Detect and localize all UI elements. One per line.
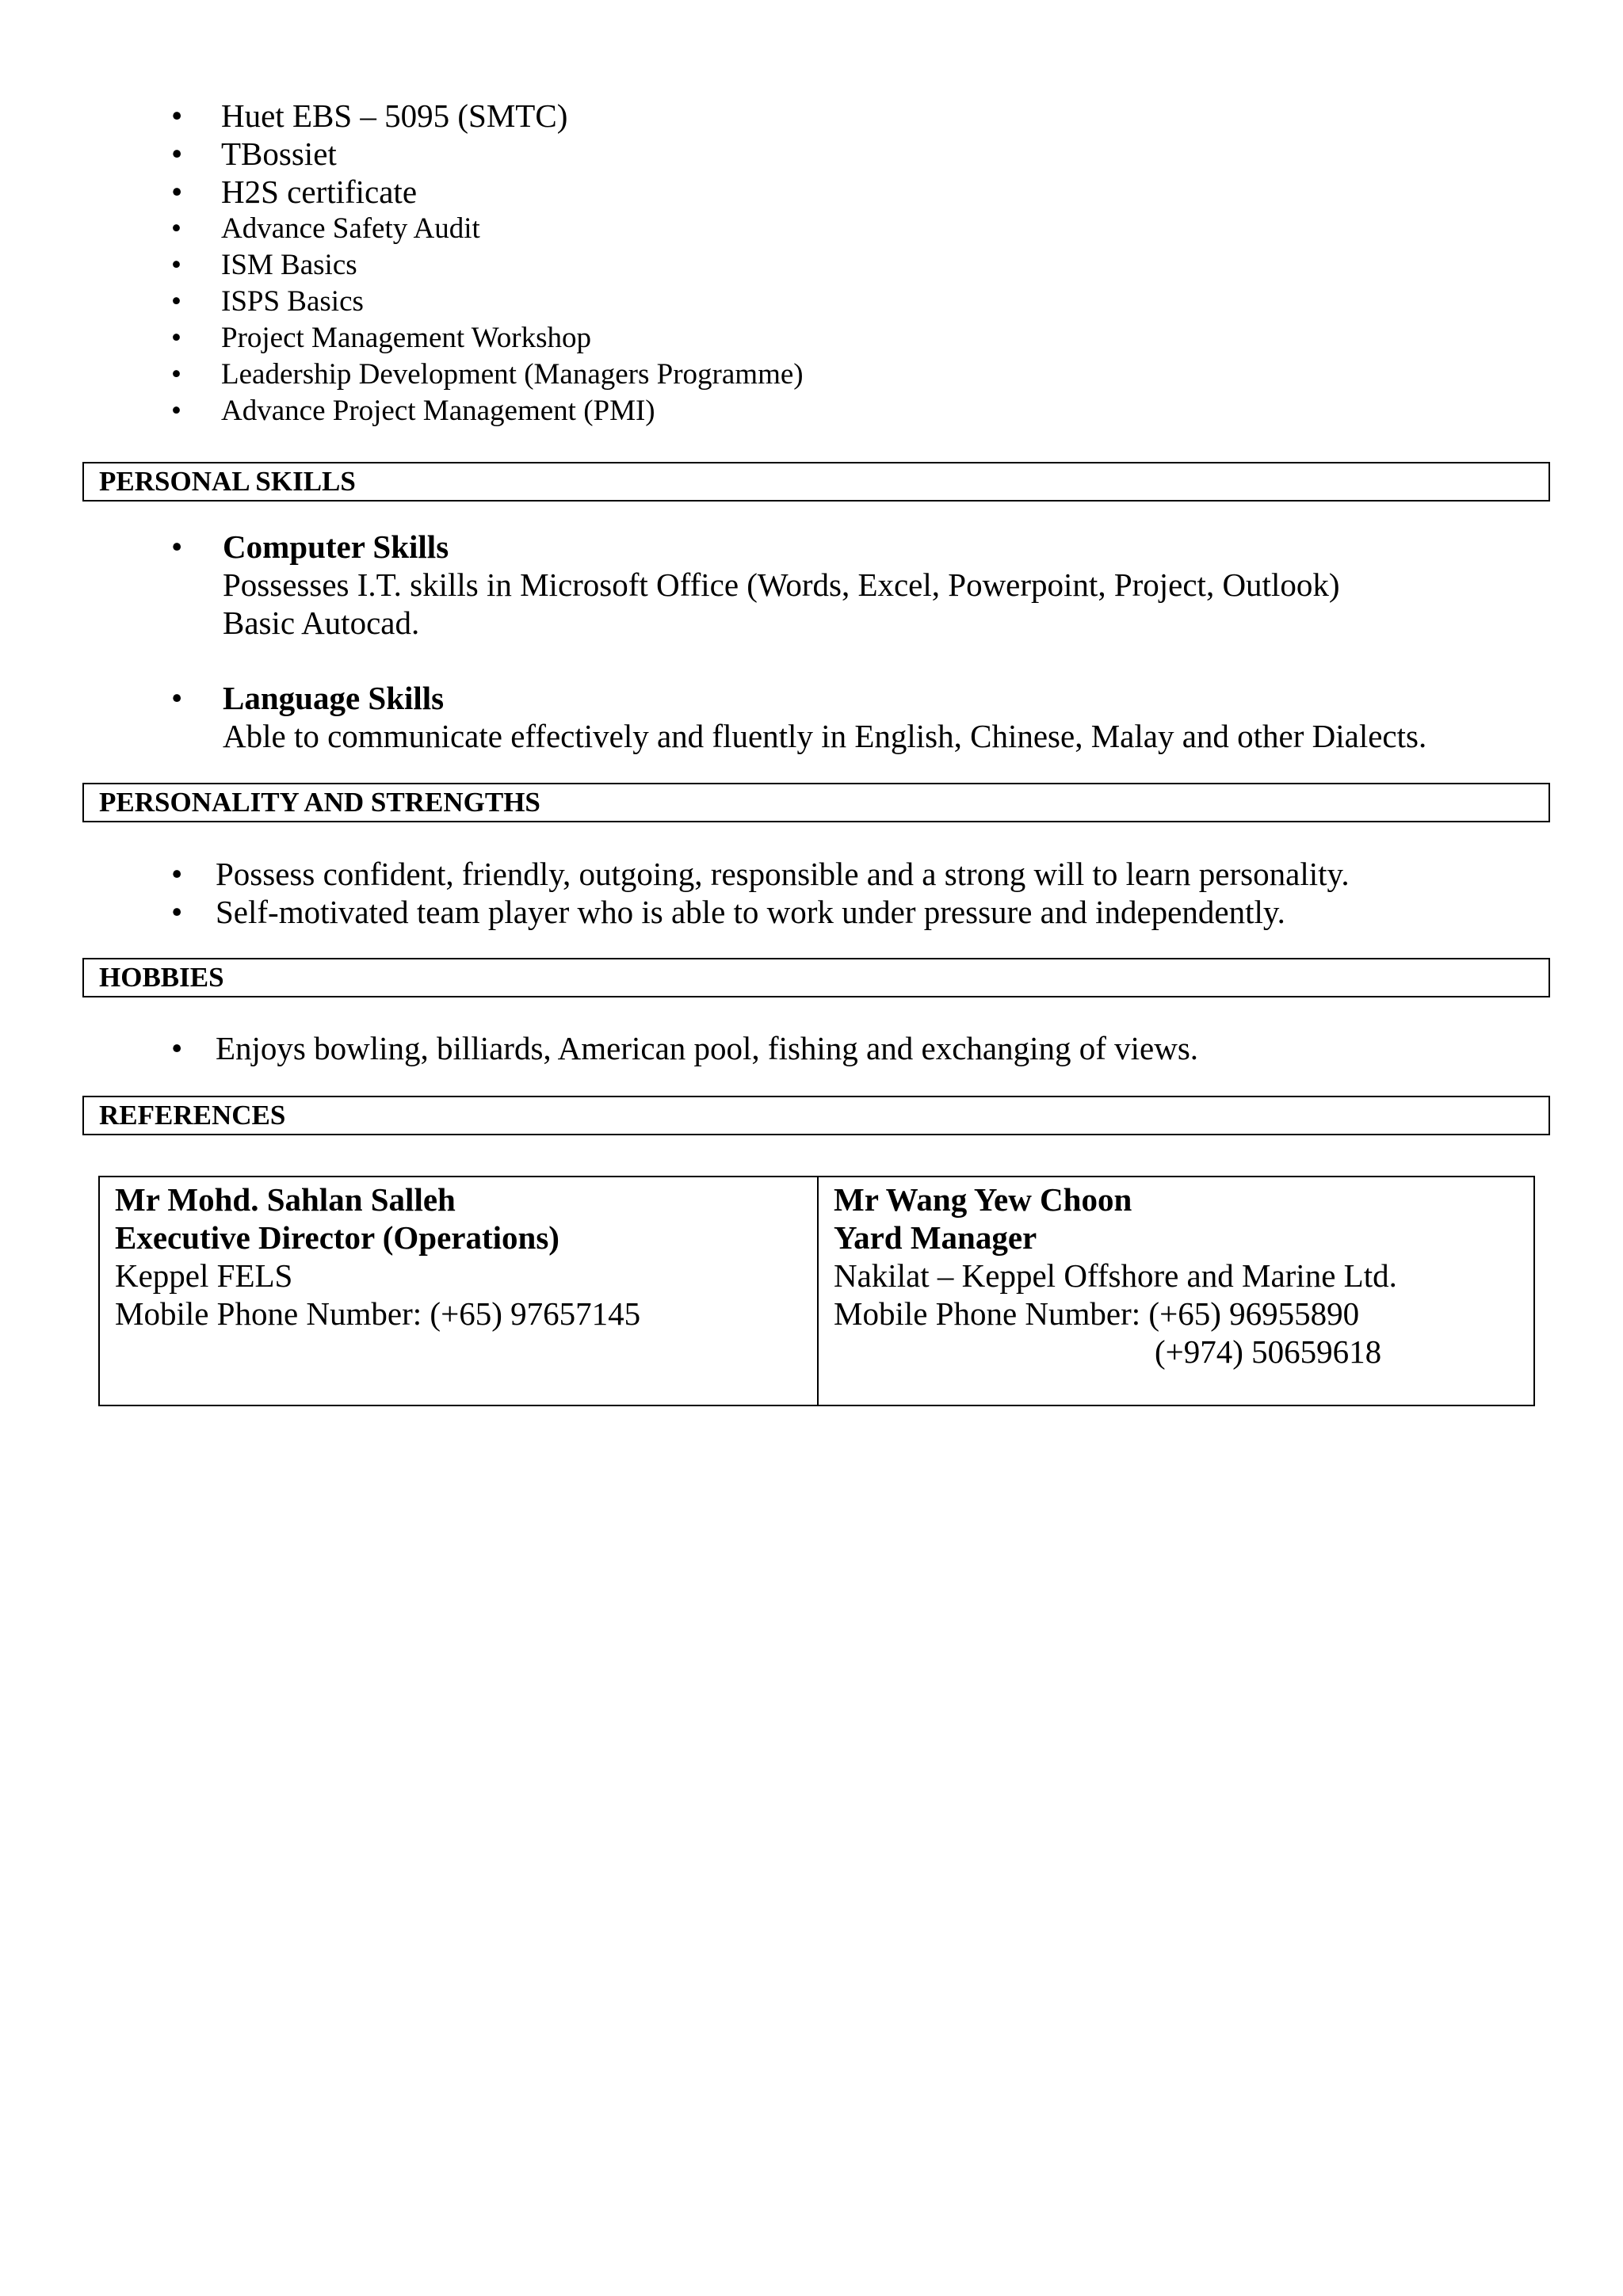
reference-company: Nakilat – Keppel Offshore and Marine Ltd. bbox=[834, 1257, 1397, 1294]
bullet-icon: • bbox=[171, 1030, 183, 1066]
reference-name: Mr Wang Yew Choon bbox=[834, 1181, 1132, 1218]
bullet-icon: • bbox=[171, 680, 183, 716]
computer-skills-title: Computer Skills bbox=[223, 528, 449, 565]
hobbies-list bbox=[171, 1029, 1198, 1067]
list-item: • Enjoys bowling, billiards, American pool, fishing and exchanging of views. bbox=[171, 1030, 1199, 1066]
bullet-icon: • bbox=[171, 135, 183, 172]
section-header-personality: PERSONALITY AND STRENGTHS bbox=[82, 783, 1550, 822]
reference-cell-left bbox=[100, 1177, 819, 1405]
bullet-icon: • bbox=[171, 856, 183, 892]
personality-list bbox=[171, 855, 1350, 931]
bullet-icon: • bbox=[171, 358, 181, 391]
list-item: • Huet EBS – 5095 (SMTC) bbox=[171, 97, 568, 134]
section-header-hobbies: HOBBIES bbox=[82, 958, 1550, 997]
reference-phone: Mobile Phone Number: (+65) 96955890 bbox=[834, 1295, 1360, 1332]
bullet-icon: • bbox=[171, 212, 181, 245]
language-skills-block bbox=[171, 679, 1426, 755]
reference-title: Yard Manager bbox=[834, 1219, 1037, 1256]
list-item: • TBossiet bbox=[171, 135, 337, 172]
bullet-icon: • bbox=[171, 285, 181, 318]
bullet-icon: • bbox=[171, 174, 183, 210]
references-table bbox=[98, 1176, 1535, 1406]
bullet-icon: • bbox=[171, 97, 183, 134]
list-item: • Project Management Workshop bbox=[171, 320, 804, 357]
list-item: • ISPS Basics bbox=[171, 284, 804, 320]
reference-phone-secondary: (+974) 50659618 bbox=[1155, 1333, 1382, 1370]
courses-list bbox=[171, 97, 804, 429]
bullet-icon: • bbox=[171, 322, 181, 354]
computer-skills-line: Possesses I.T. skills in Microsoft Office (Words, Excel, Powerpoint, Project, Outlook) bbox=[223, 566, 1340, 603]
list-item: • Possess confident, friendly, outgoing, responsible and a strong will to learn personality. bbox=[171, 856, 1350, 892]
reference-cell-right bbox=[819, 1177, 1533, 1405]
computer-skills-block bbox=[171, 528, 1340, 642]
list-item: • H2S certificate bbox=[171, 174, 418, 210]
bullet-icon: • bbox=[171, 528, 183, 565]
bullet-icon: • bbox=[171, 395, 181, 427]
bullet-icon: • bbox=[171, 894, 183, 930]
computer-skills-line: Basic Autocad. bbox=[223, 605, 420, 641]
section-header-references: REFERENCES bbox=[82, 1096, 1550, 1135]
language-skills-line: Able to communicate effectively and fluently in English, Chinese, Malay and other Dialects. bbox=[223, 718, 1427, 754]
bullet-icon: • bbox=[171, 249, 181, 281]
reference-title: Executive Director (Operations) bbox=[115, 1219, 559, 1256]
list-item: • ISM Basics bbox=[171, 247, 804, 284]
section-header-personal-skills: PERSONAL SKILLS bbox=[82, 462, 1550, 502]
list-item: • Advance Safety Audit bbox=[171, 211, 804, 247]
list-item: • Advance Project Management (PMI) bbox=[171, 393, 804, 429]
language-skills-title: Language Skills bbox=[223, 680, 445, 716]
list-item: • Self-motivated team player who is able to work under pressure and independently. bbox=[171, 894, 1285, 930]
reference-name: Mr Mohd. Sahlan Salleh bbox=[115, 1181, 456, 1218]
reference-company: Keppel FELS bbox=[115, 1257, 293, 1294]
reference-phone: Mobile Phone Number: (+65) 97657145 bbox=[115, 1295, 641, 1332]
list-item: • Leadership Development (Managers Programme) bbox=[171, 357, 804, 393]
